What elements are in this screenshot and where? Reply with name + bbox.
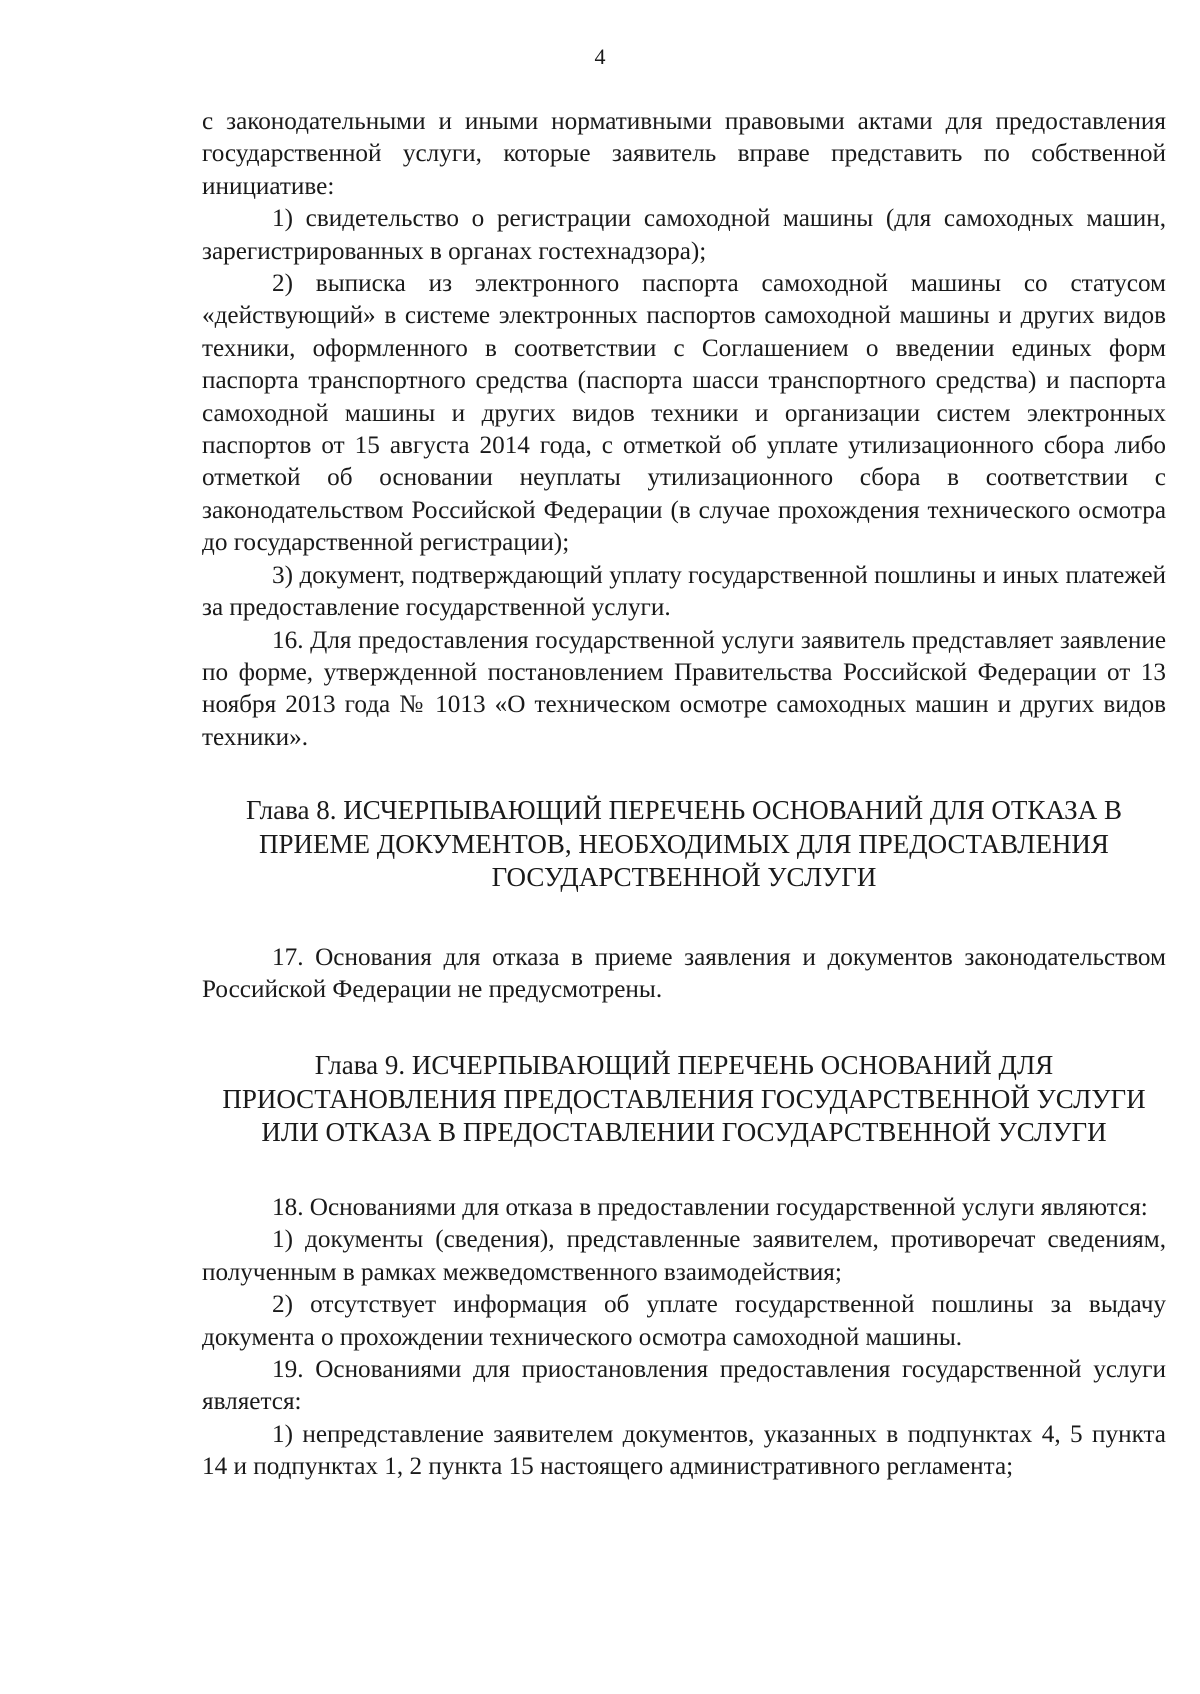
chapter-9-heading: Глава 9. ИСЧЕРПЫВАЮЩИЙ ПЕРЕЧЕНЬ ОСНОВАНИЙ ДЛЯ ПРИОСТАНОВЛЕНИЯ ПРЕДОСТАВЛЕНИЯ ГОСУДАРСТВЕННОЙ УСЛУГИ ИЛИ ОТКАЗА В ПРЕДОСТАВЛЕНИИ ГОСУДАРСТВЕННОЙ УСЛУГИ — [222, 1050, 1146, 1148]
paragraph-18-item-1: 1) документы (сведения), представленные заявителем, противоречат сведениям, полученным в рамках межведомственного взаимодействия; — [202, 1226, 1166, 1286]
paragraph-17: 17. Основания для отказа в приеме заявления и документов законодательством Российской Федерации не предусмотрены. — [202, 943, 1166, 1004]
paragraph-15-item-1: 1) свидетельство о регистрации самоходной машины (для самоходных машин, зарегистрированных в органах гостехнадзора); — [202, 205, 1166, 265]
paragraph-19-item-1: 1) непредставление заявителем документов, указанных в подпунктах 4, 5 пункта 14 и подпунктах 1, 2 пункта 15 настоящего административного регламента; — [202, 1420, 1166, 1481]
paragraph-16: 16. Для предоставления государственной услуги заявитель представляет заявление по форме, утвержденной постановлением Правительства Российской Федерации от 13 ноября 2013 года № 1013 «О техническом осмотре самоходных машин и других видов техники». — [202, 626, 1166, 751]
paragraph-15-item-2: 2) выписка из электронного паспорта самоходной машины со статусом «действующий» в системе электронных паспортов самоходной машины и других видов техники, оформленного в соответствии с Соглашением о введении единых форм паспорта транспортного средства (паспорта шасси транспортного средства) и паспорта самоходной машины и других видов техники и организации систем электронных паспортов от 15 августа 2014 года, с отметкой об уплате утилизационного сбора либо отметкой об основании неуплаты утилизационного сбора в соответствии с законодательством Российской Федерации (в случае прохождения технического осмотра до государственной регистрации); — [202, 270, 1166, 557]
paragraph-continuation: с законодательными и иными нормативными правовыми актами для предоставления государственной услуги, которые заявитель вправе представить по собственной инициативе: — [202, 108, 1166, 200]
page-number: 4 — [594, 44, 606, 69]
paragraph-15-item-3: 3) документ, подтверждающий уплату государственной пошлины и иных платежей за предоставление государственной услуги. — [202, 561, 1166, 622]
chapter-8-heading: Глава 8. ИСЧЕРПЫВАЮЩИЙ ПЕРЕЧЕНЬ ОСНОВАНИЙ ДЛЯ ОТКАЗА В ПРИЕМЕ ДОКУМЕНТОВ, НЕОБХОДИМЫХ ДЛЯ ПРЕДОСТАВЛЕНИЯ ГОСУДАРСТВЕННОЙ УСЛУГИ — [246, 795, 1122, 893]
document-body — [202, 106, 1166, 1484]
paragraph-18-item-2: 2) отсутствует информация об уплате государственной пошлины за выдачу документа о прохождении технического осмотра самоходной машины. — [202, 1291, 1166, 1351]
paragraph-19: 19. Основаниями для приостановления предоставления государственной услуги является: — [202, 1355, 1166, 1416]
paragraph-18: 18. Основаниями для отказа в предоставлении государственной услуги являются: — [272, 1193, 1148, 1221]
